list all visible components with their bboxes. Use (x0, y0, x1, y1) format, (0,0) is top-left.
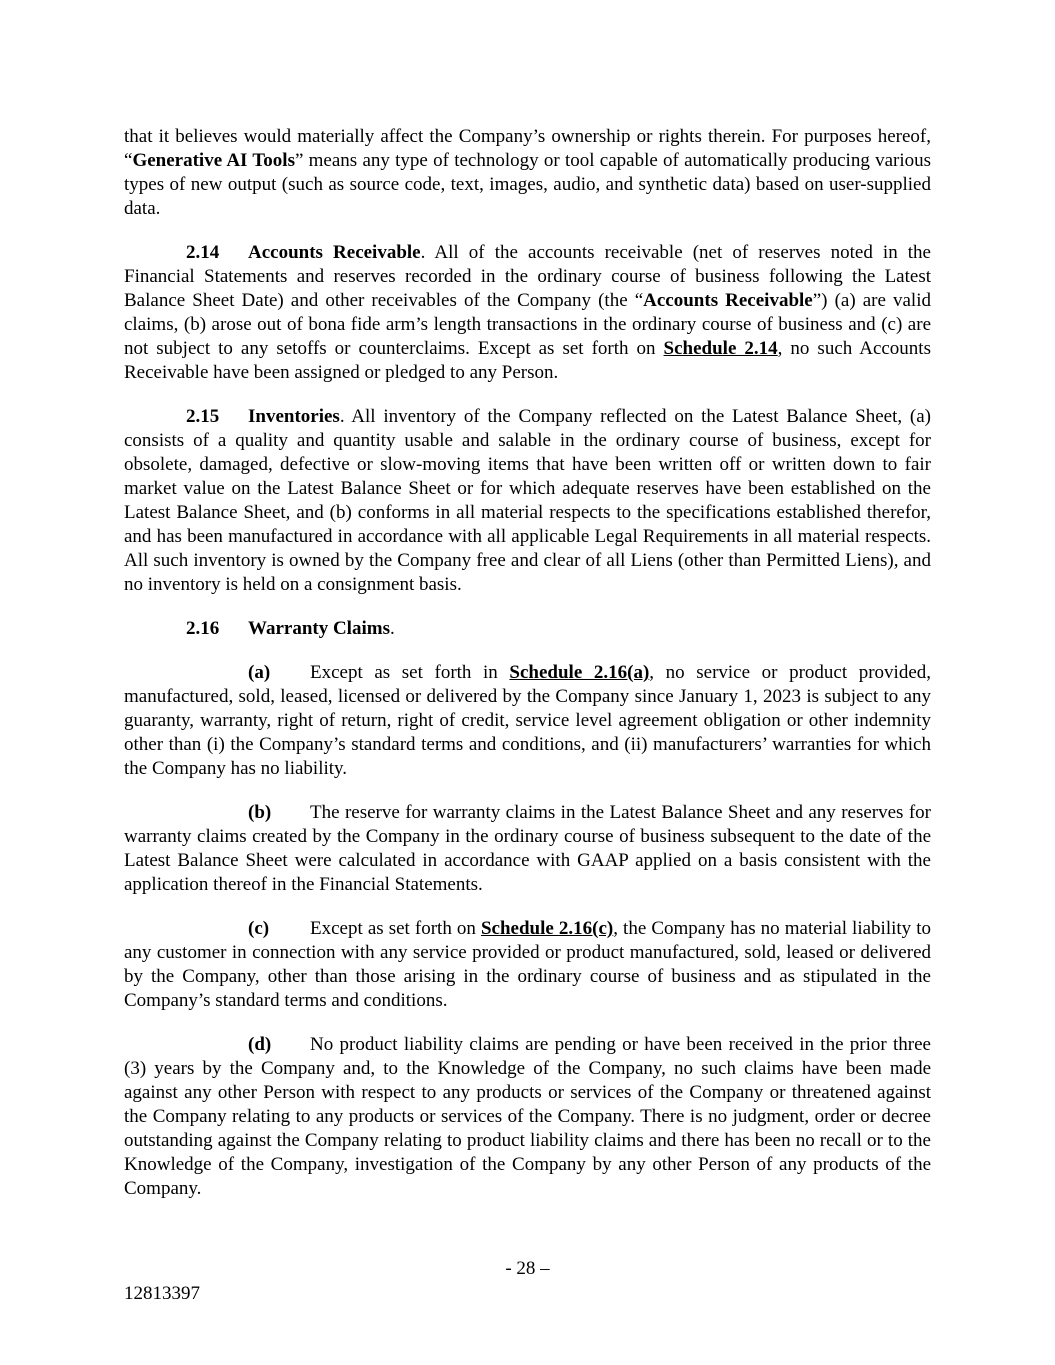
defined-term-accounts-receivable: Accounts Receivable (643, 290, 813, 311)
schedule-reference: Schedule 2.16(a) (509, 662, 650, 683)
section-text-3: , no such Accounts Receivable have been assigned or pledged to any Person. (124, 338, 931, 383)
subsection-text-1: Except as set forth in (310, 662, 510, 683)
subsection-text-1: The reserve for warranty claims in the Latest Balance Sheet and any reserves for warranty claims created by the Company in the ordinary course of business subsequent to the date of the Latest Balance Sheet were calculated in accordance with GAAP applied on a basis consistent with the application thereof in the Financial Statements. (124, 802, 931, 895)
subsection-label: (d) (248, 1034, 272, 1055)
subsection-label: (c) (248, 918, 270, 939)
subsection-text-1: No product liability claims are pending or have been received in the prior three (3) years by the Company and, to the Knowledge of the Company, no such claims have been made against any other Person with respect to any products or services of the Company or threatened against the Company relating to any products or services of the Company. There is no judgment, order or decree outstanding against the Company relating to product liability claims and there has been no recall or to the Knowledge of the Company, investigation of the Company by any other Person of any products of the Company. (124, 1034, 931, 1199)
section-text-1: . All inventory of the Company reflected on the Latest Balance Sheet, (a) consists of a quality and quantity usable and salable in the ordinary course of business, except for obsolete, damaged, defective or slow-moving items that have been written off or written down to fair market value on the Latest Balance Sheet or for which adequate reserves have been established on the Latest Balance Sheet, and (b) conforms in all material respects to the specifications established therefor, and has been manufactured in accordance with all applicable Legal Requirements in all material respects. All such inventory is owned by the Company free and clear of all Liens (other than Permitted Liens), and no inventory is held on a consignment basis. (124, 406, 931, 595)
document-id: 12813397 (124, 1283, 200, 1304)
subsection-2-16-b (124, 801, 931, 897)
intro-text-2: ” means any type of technology or tool capable of automatically producing various types of new output (such as source code, text, images, audio, and synthetic data) based on user-supplied data. (124, 150, 932, 219)
section-2-15 (124, 405, 931, 597)
subsection-label: (b) (248, 802, 272, 823)
section-number: 2.15 (186, 406, 220, 427)
subsection-2-16-d (124, 1033, 931, 1201)
defined-term-generative-ai-tools: Generative AI Tools (132, 150, 295, 171)
section-title: Warranty Claims (248, 618, 390, 639)
section-2-16-heading (124, 617, 931, 641)
section-text-2: ”) (a) are valid claims, (b) arose out of bona fide arm’s length transactions in the ordinary course of business and (c) are not subject to any setoffs or counterclaims. Except as set forth on (124, 290, 931, 359)
subsection-2-16-a (124, 661, 931, 781)
page-number: - 28 – (505, 1258, 550, 1279)
section-2-14 (124, 241, 931, 385)
section-text-1: . All of the accounts receivable (net of reserves noted in the Financial Statements and reserves recorded in the ordinary course of business following the Latest Balance Sheet Date) and other receivables of the Company (the “ (124, 242, 931, 311)
subsection-text-2: , no service or product provided, manufactured, sold, leased, licensed or delivered by the Company since January 1, 2023 is subject to any guaranty, warranty, right of return, right of credit, service level agreement obligation or other indemnity other than (i) the Company’s standard terms and conditions, and (ii) manufacturers’ warranties for which the Company has no liability. (124, 662, 931, 779)
subsection-2-16-c (124, 917, 931, 1013)
schedule-reference: Schedule 2.14 (663, 338, 778, 359)
section-number: 2.14 (186, 242, 220, 263)
subsection-label: (a) (248, 662, 271, 683)
section-title-period: . (389, 618, 395, 639)
section-title: Accounts Receivable (248, 242, 421, 263)
section-title: Inventories (248, 406, 340, 427)
intro-paragraph (124, 125, 931, 221)
section-number: 2.16 (186, 618, 220, 639)
subsection-text-2: , the Company has no material liability to any customer in connection with any service provided or product manufactured, sold, leased or delivered by the Company, other than those arising in the ordinary course of business and as stipulated in the Company’s standard terms and conditions. (124, 918, 932, 1011)
document-page (124, 125, 931, 1201)
schedule-reference: Schedule 2.16(c) (480, 918, 614, 939)
intro-text-1: that it believes would materially affect the Company’s ownership or rights therein. For purposes hereof, “ (124, 126, 931, 171)
subsection-text-1: Except as set forth on (310, 918, 481, 939)
